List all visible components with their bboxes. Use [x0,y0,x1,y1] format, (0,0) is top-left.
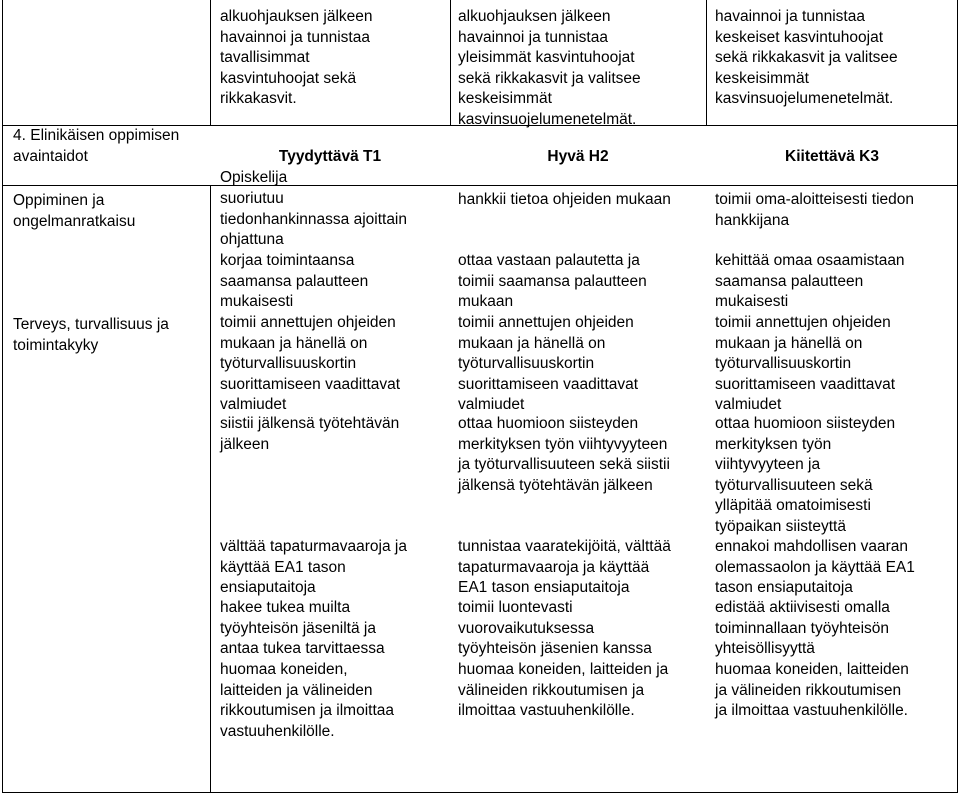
criterion-k3: toimii oma-aloitteisesti tiedon hankkijana [715,191,915,229]
criterion-k3: huomaa koneiden, laitteiden ja välineiden rikkoutumisen ja ilmoittaa vastuuhenkilölle. [715,661,909,719]
section-title: 4. Elinikäisen oppimisen avaintaidot [13,127,180,165]
column-divider [450,0,451,125]
criterion-h2: ottaa huomioon siisteyden merkityksen työn viihtyvyyteen ja työturvallisuuteen sekä siistii jälkensä työtehtävän jälkeen [458,415,670,494]
criterion-t1: toimii annettujen ohjeiden mukaan ja hänellä on työturvallisuuskortin suorittamiseen vaadittavat valmiudet [220,314,401,413]
column-divider [706,0,707,125]
criterion-h2: huomaa koneiden, laitteiden ja välineiden rikkoutumisen ja ilmoittaa vastuuhenkilölle. [458,661,669,719]
criterion-t1: korjaa toimintaansa saamansa palautteen mukaisesti [220,252,369,310]
criterion-k3: kehittää omaa osaamistaan saamansa palautteen mukaisesti [715,252,905,310]
criterion-k3: edistää aktiivisesti omalla toiminnallaan työyhteisön yhteisöllisyyttä [715,599,890,657]
area-label-health-safety: Terveys, turvallisuus ja toimintakyky [13,316,169,354]
level-header-t1: Tyydyttävä T1 [278,148,382,165]
subject-label: Opiskelija [220,169,288,186]
criterion-h2: hankkii tietoa ohjeiden mukaan [458,191,671,208]
top-row-t1-text: alkuohjauksen jälkeen havainnoi ja tunnistaa tavallisimmat kasvintuhoojat sekä rikkakasvit. [220,8,373,107]
criterion-h2: tunnistaa vaaratekijöitä, välttää tapaturmavaaroja ja käyttää EA1 tason ensiaputaitoja [458,538,671,596]
criterion-k3: toimii annettujen ohjeiden mukaan ja hänellä on työturvallisuuskortin suorittamiseen vaadittavat valmiudet [715,314,896,413]
level-header-k3: Kiitettävä K3 [785,148,879,165]
row-divider [2,185,958,186]
criterion-k3: ottaa huomioon siisteyden merkityksen työn viihtyvyyteen ja työturvallisuuteen sekä ylläpitää omatoimisesti työpaikan siisteyttä [715,415,896,535]
criterion-t1: välttää tapaturmavaaroja ja käyttää EA1 tason ensiaputaitoja [220,538,407,596]
criterion-t1: suoriutuu tiedonhankinnassa ajoittain ohjattuna [220,190,407,248]
criterion-h2: ottaa vastaan palautetta ja toimii saamansa palautteen mukaan [458,252,647,310]
criterion-k3: ennakoi mahdollisen vaaran olemassaolon ja käyttää EA1 tason ensiaputaitoja [715,538,915,596]
area-label-learning: Oppiminen ja ongelmanratkaisu [13,192,136,230]
top-row-h2-text: alkuohjauksen jälkeen havainnoi ja tunnistaa yleisimmät kasvintuhoojat sekä rikkakasvit ja valitsee keskeisimmät kasvinsuojelumenetelmät. [458,8,641,128]
criterion-t1: siistii jälkensä työtehtävän jälkeen [220,415,400,453]
column-divider [210,185,211,793]
top-row-k3-text: havainnoi ja tunnistaa keskeiset kasvintuhoojat sekä rikkakasvit ja valitsee keskeisimmät kasvinsuojelumenetelmät. [715,8,898,107]
criterion-h2: toimii annettujen ohjeiden mukaan ja hänellä on työturvallisuuskortin suorittamiseen vaadittavat valmiudet [458,314,639,413]
level-header-h2: Hyvä H2 [547,148,609,165]
criterion-h2: toimii luontevasti vuorovaikutuksessa työyhteisön jäsenien kanssa [458,599,652,657]
column-divider [210,0,211,125]
criterion-t1: hakee tukea muilta työyhteisön jäseniltä ja antaa tukea tarvittaessa [220,599,385,657]
criterion-t1: huomaa koneiden, laitteiden ja välineiden rikkoutumisen ja ilmoittaa vastuuhenkilölle. [220,661,395,740]
